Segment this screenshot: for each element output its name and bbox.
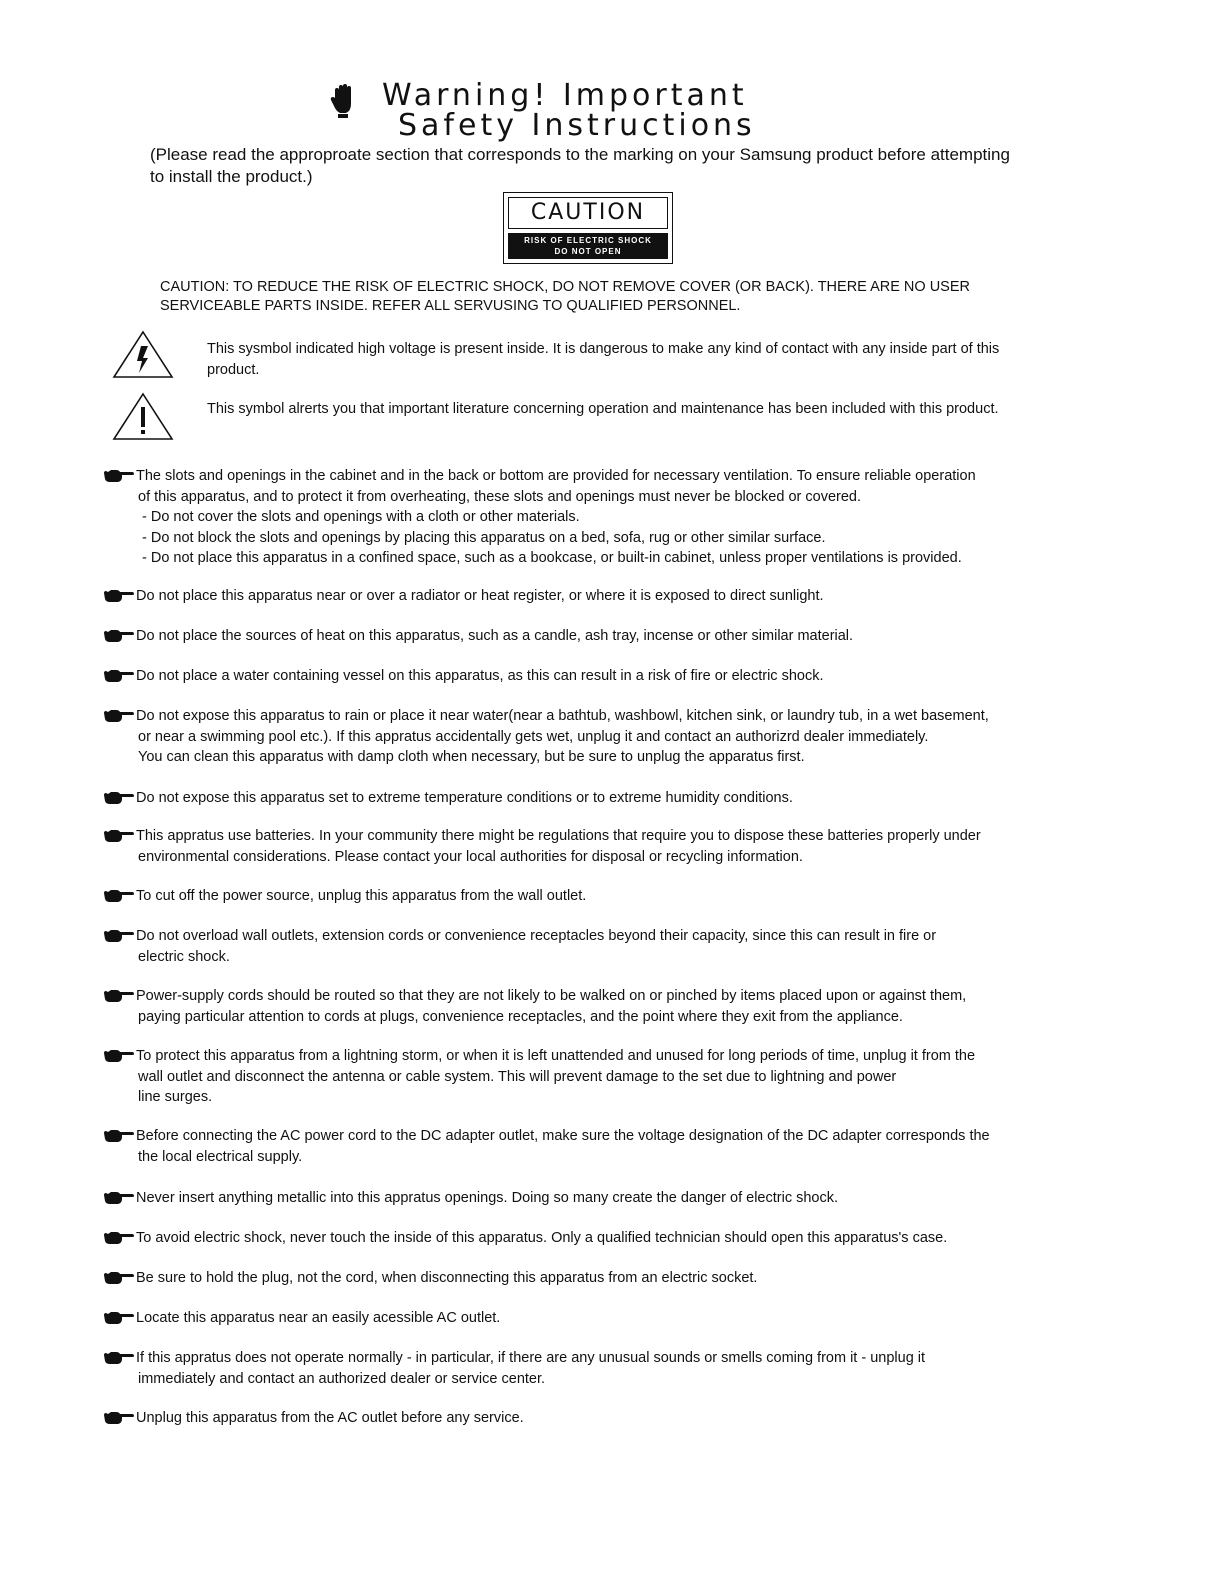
pointing-hand-icon xyxy=(102,669,134,683)
list-item-line: To avoid electric shock, never touch the inside of this apparatus. Only a qualified technician should open this apparatus's case. xyxy=(136,1230,948,1246)
caution-band xyxy=(508,233,668,259)
list-item-text xyxy=(136,886,1111,907)
hand-stop-icon xyxy=(330,84,356,118)
pointing-hand-icon xyxy=(102,1271,134,1285)
list-item-line: or near a swimming pool etc.). If this appratus accidentally gets wet, unplug it and contact an authorizrd dealer immediately. xyxy=(138,728,929,745)
list-item-line: wall outlet and disconnect the antenna or cable system. This will prevent damage to the set due to lightning and power xyxy=(138,1068,897,1085)
list-item-line: To cut off the power source, unplug this apparatus from the wall outlet. xyxy=(136,888,587,904)
list-item-line: paying particular attention to cords at plugs, convenience receptacles, and the point where they exit from the appliance. xyxy=(138,1008,903,1025)
exclamation-triangle-icon xyxy=(112,392,174,442)
list-item-line: Power-supply cords should be routed so that they are not likely to be walked on or pinched by items placed upon or against them, xyxy=(136,988,967,1004)
pointing-hand-icon xyxy=(102,829,134,843)
caution-label xyxy=(503,192,673,264)
symbol-text-literature: This symbol alrerts you that important literature concerning operation and maintenance has been included with this product. xyxy=(207,401,999,417)
list-item-line: environmental considerations. Please contact your local authorities for disposal or recycling information. xyxy=(138,848,803,865)
pointing-hand-icon xyxy=(102,929,134,943)
caution-band-line1: RISK OF ELECTRIC SHOCK xyxy=(524,236,652,245)
list-item-line: To protect this apparatus from a lightning storm, or when it is left unattended and unused for long periods of time, unplug it from the xyxy=(136,1048,976,1064)
pointing-hand-icon xyxy=(102,1311,134,1325)
pointing-hand-icon xyxy=(102,469,134,483)
pointing-hand-icon xyxy=(102,1231,134,1245)
list-item-text xyxy=(136,926,1111,967)
symbol-text-high-voltage: This sysmbol indicated high voltage is present inside. It is dangerous to make any kind of contact with any inside part of this product. xyxy=(207,341,1000,378)
list-item-line: The slots and openings in the cabinet and in the back or bottom are provided for necessary ventilation. To ensure reliable operation xyxy=(136,468,976,484)
list-item-line: Do not place the sources of heat on this apparatus, such as a candle, ash tray, incense or other similar material. xyxy=(136,628,854,644)
list-item-text xyxy=(136,466,1111,569)
list-item-line: line surges. xyxy=(138,1089,213,1105)
lightning-triangle-icon xyxy=(112,330,174,380)
list-item-line: Locate this apparatus near an easily acessible AC outlet. xyxy=(136,1310,501,1326)
list-item-text xyxy=(136,666,1111,687)
page-title-line2: Safety Instructions xyxy=(398,108,756,143)
list-item-line: of this apparatus, and to protect it from overheating, these slots and openings must never be blocked or covered. xyxy=(138,488,862,505)
pointing-hand-icon xyxy=(102,709,134,723)
list-item-text xyxy=(136,1348,1111,1389)
pointing-hand-icon xyxy=(102,791,134,805)
list-item-text xyxy=(136,626,1111,647)
list-item-text xyxy=(136,1408,1111,1429)
list-item-line: Be sure to hold the plug, not the cord, when disconnecting this apparatus from an electric socket. xyxy=(136,1270,758,1286)
list-item-text xyxy=(136,1188,1111,1209)
list-item-text xyxy=(136,1126,1111,1167)
list-item-line: - Do not block the slots and openings by placing this apparatus on a bed, sofa, rug or other similar surface. xyxy=(142,529,826,546)
pointing-hand-icon xyxy=(102,589,134,603)
list-item-text xyxy=(136,1308,1111,1329)
page-title-line1: Warning! Important xyxy=(382,78,748,113)
list-item-text xyxy=(136,1228,1111,1249)
pointing-hand-icon xyxy=(102,1191,134,1205)
caution-band-line2: DO NOT OPEN xyxy=(554,247,622,256)
list-item-line: You can clean this apparatus with damp cloth when necessary, but be sure to unplug the apparatus first. xyxy=(138,749,805,765)
list-item-text xyxy=(136,986,1111,1027)
list-item-line: Unplug this apparatus from the AC outlet before any service. xyxy=(136,1410,524,1426)
list-item-text xyxy=(136,706,1111,768)
intro-text: (Please read the approproate section that corresponds to the marking on your Samsung product before attempting to install the product.) xyxy=(150,145,1010,186)
list-item-text xyxy=(136,788,1111,809)
list-item-text xyxy=(136,1046,1111,1108)
caution-statement: CAUTION: TO REDUCE THE RISK OF ELECTRIC SHOCK, DO NOT REMOVE COVER (OR BACK). THERE ARE NO USER SERVICEABLE PARTS INSIDE. REFER ALL SERVUSING TO QUALIFIED PERSONNEL. xyxy=(160,279,970,314)
list-item-line: - Do not place this apparatus in a confined space, such as a bookcase, or built-in cabinet, unless proper ventilations is provided. xyxy=(142,550,962,566)
pointing-hand-icon xyxy=(102,989,134,1003)
list-item-line: If this appratus does not operate normally - in particular, if there are any unusual sounds or smells coming from it - unplug it xyxy=(136,1350,926,1366)
pointing-hand-icon xyxy=(102,1129,134,1143)
list-item-line: Do not place this apparatus near or over a radiator or heat register, or where it is exposed to direct sunlight. xyxy=(136,588,824,604)
caution-word: CAUTION xyxy=(508,197,668,229)
list-item-line: the local electrical supply. xyxy=(138,1148,303,1165)
list-item-line: Before connecting the AC power cord to the DC adapter outlet, make sure the voltage designation of the DC adapter corresponds the xyxy=(136,1128,990,1144)
list-item-line: - Do not cover the slots and openings with a cloth or other materials. xyxy=(142,509,580,525)
list-item-text xyxy=(136,826,1111,867)
pointing-hand-icon xyxy=(102,889,134,903)
list-item-line: Do not place a water containing vessel on this apparatus, as this can result in a risk of fire or electric shock. xyxy=(136,668,824,684)
pointing-hand-icon xyxy=(102,1049,134,1063)
list-item-text xyxy=(136,1268,1111,1289)
pointing-hand-icon xyxy=(102,1411,134,1425)
list-item-text xyxy=(136,586,1111,607)
list-item-line: This appratus use batteries. In your community there might be regulations that require you to dispose these batteries properly under xyxy=(136,828,981,844)
list-item-line: Do not expose this apparatus set to extreme temperature conditions or to extreme humidity conditions. xyxy=(136,790,793,806)
list-item-line: electric shock. xyxy=(138,948,230,965)
pointing-hand-icon xyxy=(102,629,134,643)
pointing-hand-icon xyxy=(102,1351,134,1365)
list-item-line: immediately and contact an authorized dealer or service center. xyxy=(138,1370,546,1387)
list-item-line: Never insert anything metallic into this appratus openings. Doing so many create the danger of electric shock. xyxy=(136,1190,839,1206)
list-item-line: Do not overload wall outlets, extension cords or convenience receptacles beyond their capacity, since this can result in fire or xyxy=(136,928,937,944)
list-item-line: Do not expose this apparatus to rain or place it near water(near a bathtub, washbowl, kitchen sink, or laundry tub, in a wet basement, xyxy=(136,708,989,724)
